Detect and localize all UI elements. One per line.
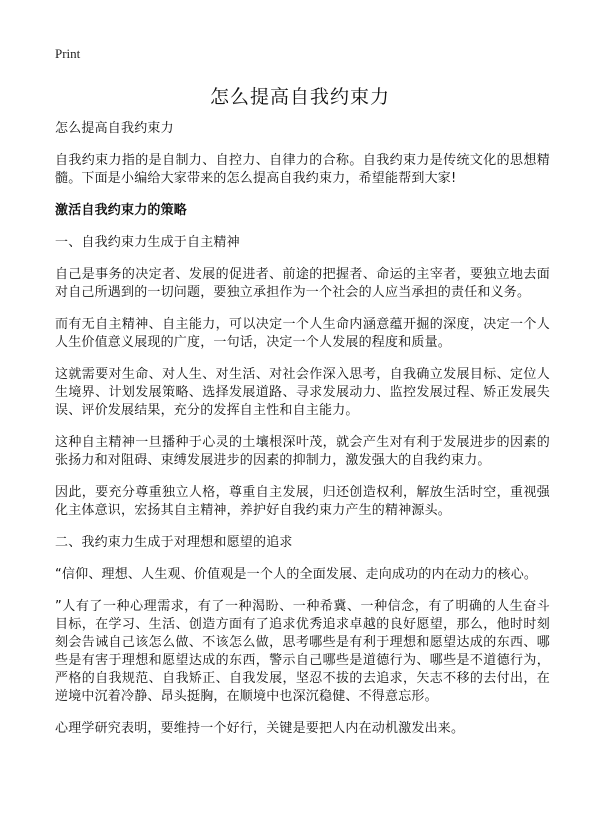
print-link[interactable]: Print [55, 46, 81, 61]
page-title: 怎么提高自我约束力 [209, 86, 390, 108]
paragraph: 自己是事务的决定者、发展的促进者、前途的把握者、命运的主宰者，要独立地去面对自己所遇到的一切问题，要独立承担作为一个社会的人应当承担的责任和义务。 [55, 267, 550, 300]
paragraph: 心理学研究表明，要维持一个好行，关键是要把人内在动机激发出来。 [55, 721, 465, 736]
paragraph: 因此，要充分尊重独立人格，尊重自主发展，归还创造权利，解放生活时空，重视强化主体意识，宏扬其自主精神，养护好自我约束力产生的精神源头。 [55, 485, 550, 518]
article-subtitle: 怎么提高自我约束力 [55, 121, 174, 136]
paragraph-intro: 自我约束力指的是自制力、自控力、自律力的合称。自我约束力是传统文化的思想精髓。下面是小编给大家带来的怎么提高自我约束力，希望能帮到大家! [55, 153, 550, 186]
section-heading-2: 二、我约束力生成于对理想和愿望的追求 [55, 535, 293, 550]
paragraph: “信仰、理想、人生观、价值观是一个人的全面发展、走向成功的内在动力的核心。 [55, 567, 538, 582]
article-body [55, 120, 550, 738]
section-heading-strategy: 激活自我约束力的策略 [55, 203, 188, 218]
paragraph: ”人有了一种心理需求，有了一种渴盼、一种希冀、一种信念，有了明确的人生奋斗目标，在学习、生活、创造方面有了追求优秀追求卓越的良好愿望，那么，他时时刻刻会告诫自己该怎么做、不该怎么做，思考哪些是有利于理想和愿望达成的东西、哪些是有害于理想和愿望达成的东西，警示自己哪些是道德行为、哪些是不道德行为，严格的自我规范、自我矫正、自我发展，坚忍不拔的去追求，矢志不移的去付出，在逆境中沉着冷静、昂头挺胸，在顺境中也深沉稳健、不得意忘形。 [55, 599, 550, 704]
paragraph: 这就需要对生命、对人生、对生活、对社会作深入思考，自我确立发展目标、定位人生境界、计划发展策略、选择发展道路、寻求发展动力、监控发展过程、矫正发展失误、评价发展结果，充分的发挥自主性和自主能力。 [55, 367, 550, 418]
section-heading-1: 一、自我约束力生成于自主精神 [55, 235, 240, 250]
paragraph: 而有无自主精神、自主能力，可以决定一个人生命内涵意蕴开掘的深度，决定一个人人生价值意义展现的广度，一句话，决定一个人发展的程度和质量。 [55, 317, 550, 350]
paragraph: 这种自主精神一旦播种于心灵的土壤根深叶茂，就会产生对有利于发展进步的因素的张扬力和对阻碍、束缚发展进步的因素的抑制力，激发强大的自我约束力。 [55, 435, 550, 468]
